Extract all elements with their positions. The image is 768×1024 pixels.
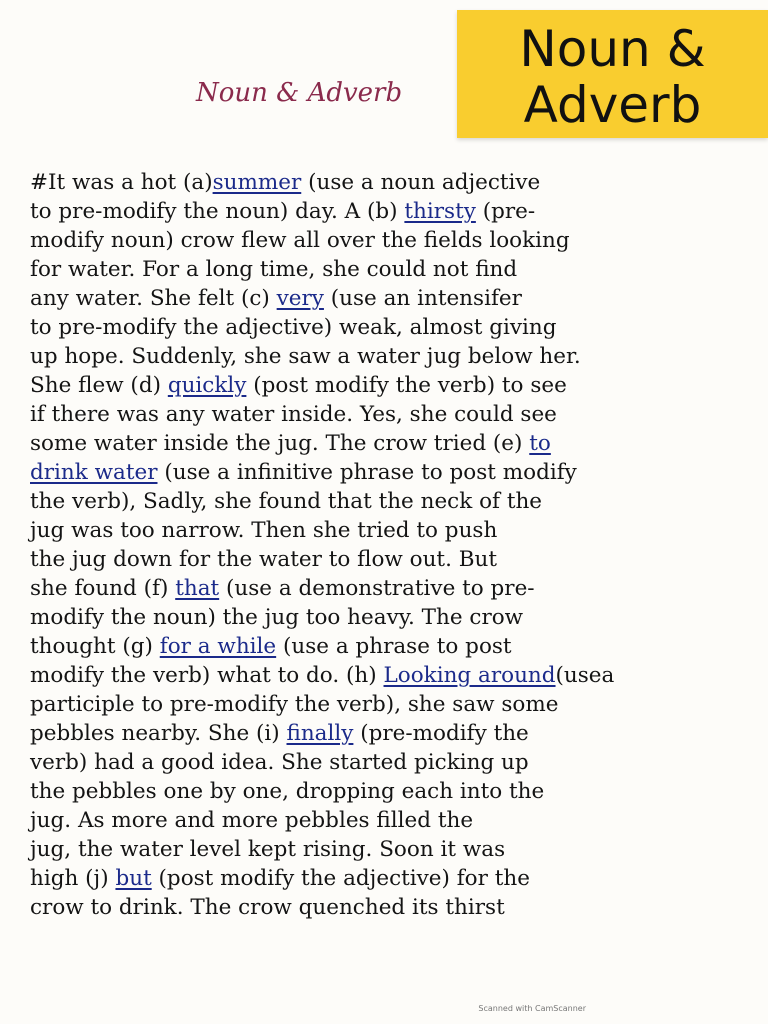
line-text: any water. She felt (c) — [30, 286, 277, 311]
line-text: (usea — [555, 663, 615, 688]
line-text: (post modify the adjective) for the — [151, 866, 530, 891]
line-text: to pre-modify the adjective) weak, almost giving — [30, 315, 557, 340]
answer-blank: very — [276, 286, 324, 311]
line-text: for water. For a long time, she could not find — [30, 257, 518, 282]
line-text: jug, the water level kept rising. Soon it was — [30, 837, 506, 862]
answer-blank: for a while — [159, 634, 277, 659]
line-text: modify the noun) the jug too heavy. The crow — [30, 605, 524, 630]
line-text: jug. As more and more pebbles filled the — [30, 808, 474, 833]
line-text: up hope. Suddenly, she saw a water jug below her. — [30, 344, 581, 369]
text-line — [30, 690, 752, 719]
sticky-note-line-1: Noun & — [519, 20, 706, 78]
text-line — [30, 168, 752, 197]
line-text: she found (f) — [30, 576, 176, 601]
scanner-watermark: Scanned with CamScanner — [478, 1004, 586, 1013]
text-line — [30, 777, 752, 806]
answer-blank: summer — [212, 170, 302, 195]
line-text: the jug down for the water to flow out. But — [30, 547, 498, 572]
line-text: modify noun) crow flew all over the fields looking — [30, 228, 570, 253]
line-text: high (j) — [30, 866, 116, 891]
text-line — [30, 197, 752, 226]
line-text: participle to pre-modify the verb), she saw some — [30, 692, 559, 717]
line-text: #It was a hot (a) — [30, 170, 213, 195]
sticky-note-line-2: Adverb — [523, 76, 702, 134]
text-line — [30, 835, 752, 864]
text-line — [30, 400, 752, 429]
text-line — [30, 661, 752, 690]
text-line — [30, 429, 752, 458]
text-line — [30, 545, 752, 574]
story-text — [30, 168, 752, 922]
text-line — [30, 313, 752, 342]
line-text: pebbles nearby. She (i) — [30, 721, 287, 746]
text-line — [30, 719, 752, 748]
line-text: (use a noun adjective — [301, 170, 541, 195]
line-text: (use a demonstrative to pre- — [219, 576, 535, 601]
text-line — [30, 864, 752, 893]
title-sticky-note — [457, 10, 768, 138]
line-text: crow to drink. The crow quenched its thirst — [30, 895, 505, 920]
line-text: the verb), Sadly, she found that the neck of the — [30, 489, 543, 514]
text-line — [30, 342, 752, 371]
page-title: Noun & Adverb — [196, 78, 403, 108]
answer-blank: drink water — [30, 460, 158, 485]
line-text: to pre-modify the noun) day. A (b) — [30, 199, 405, 224]
answer-blank: quickly — [167, 373, 247, 398]
text-line — [30, 487, 752, 516]
line-text: if there was any water inside. Yes, she could see — [30, 402, 557, 427]
line-text: (use a phrase to post — [276, 634, 512, 659]
line-text: jug was too narrow. Then she tried to push — [30, 518, 498, 543]
line-text: She flew (d) — [30, 373, 168, 398]
answer-blank: that — [175, 576, 220, 601]
answer-blank: finally — [286, 721, 354, 746]
text-line — [30, 806, 752, 835]
text-line — [30, 632, 752, 661]
text-line — [30, 574, 752, 603]
text-line — [30, 893, 752, 922]
line-text: verb) had a good idea. She started picking up — [30, 750, 529, 775]
text-line — [30, 284, 752, 313]
text-line — [30, 458, 752, 487]
answer-blank: but — [115, 866, 152, 891]
line-text: modify the verb) what to do. (h) — [30, 663, 384, 688]
answer-blank: Looking around — [383, 663, 556, 688]
text-line — [30, 603, 752, 632]
line-text: (use a infinitive phrase to post modify — [157, 460, 577, 485]
answer-blank: to — [529, 431, 551, 456]
line-text: (post modify the verb) to see — [246, 373, 567, 398]
text-line — [30, 516, 752, 545]
line-text: thought (g) — [30, 634, 160, 659]
line-text: some water inside the jug. The crow tried (e) — [30, 431, 530, 456]
line-text: (use an intensifer — [323, 286, 522, 311]
text-line — [30, 255, 752, 284]
line-text: (pre- — [475, 199, 536, 224]
text-line — [30, 748, 752, 777]
text-line — [30, 371, 752, 400]
line-text: the pebbles one by one, dropping each into the — [30, 779, 545, 804]
text-line — [30, 226, 752, 255]
line-text: (pre-modify the — [353, 721, 529, 746]
answer-blank: thirsty — [404, 199, 476, 224]
